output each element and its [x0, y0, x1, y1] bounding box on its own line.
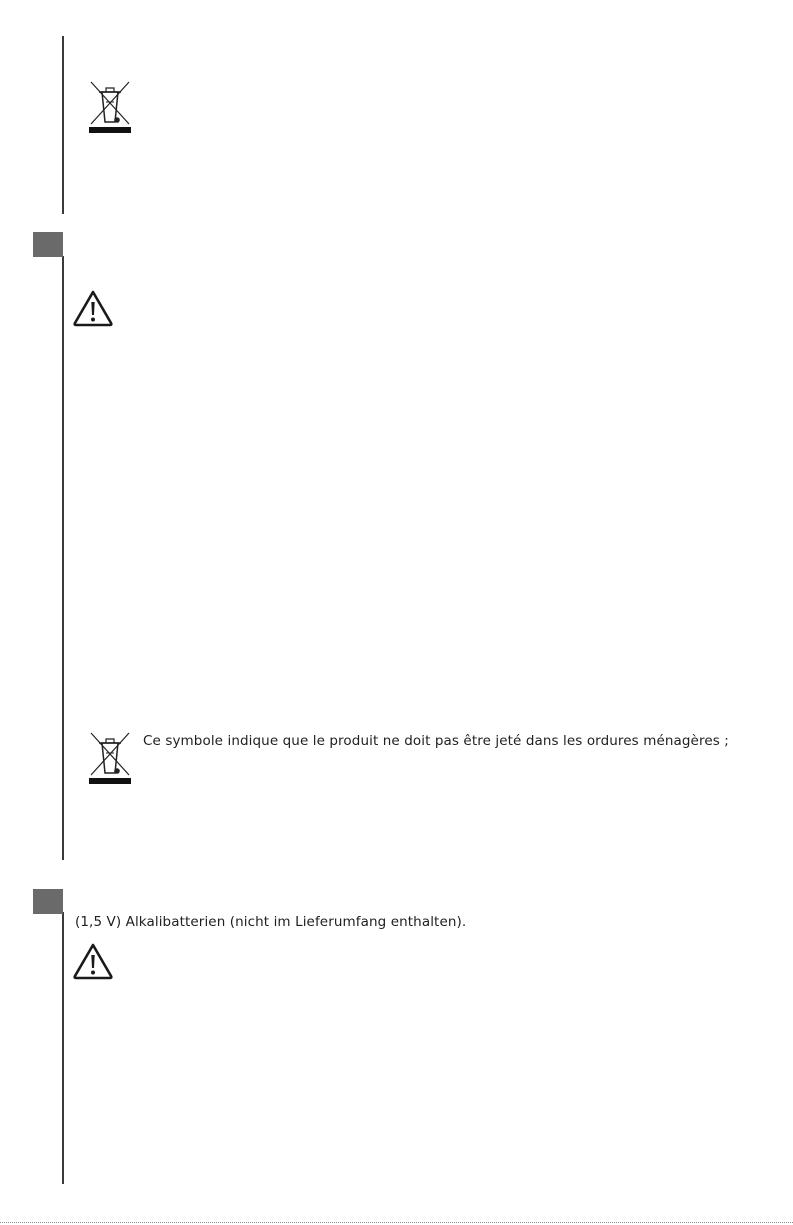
trim-line	[0, 1222, 793, 1223]
battery-spec-text: (1,5 V) Alkalibatterien (nicht im Lieferumfang enthalten).	[75, 914, 467, 930]
margin-rule-top	[62, 36, 64, 214]
margin-rule-bottom	[62, 912, 64, 1184]
section-marker-2	[33, 889, 63, 914]
margin-rule-middle	[62, 256, 64, 860]
weee-disposal-text: Ce symbole indique que le produit ne doit pas être jeté dans les ordures ménagères ;	[143, 733, 729, 749]
section-marker-1	[33, 232, 63, 257]
warning-triangle-icon	[72, 942, 114, 980]
warning-triangle-icon	[72, 289, 114, 327]
crossed-out-bin-icon	[88, 731, 134, 787]
crossed-out-bin-icon	[88, 80, 134, 136]
